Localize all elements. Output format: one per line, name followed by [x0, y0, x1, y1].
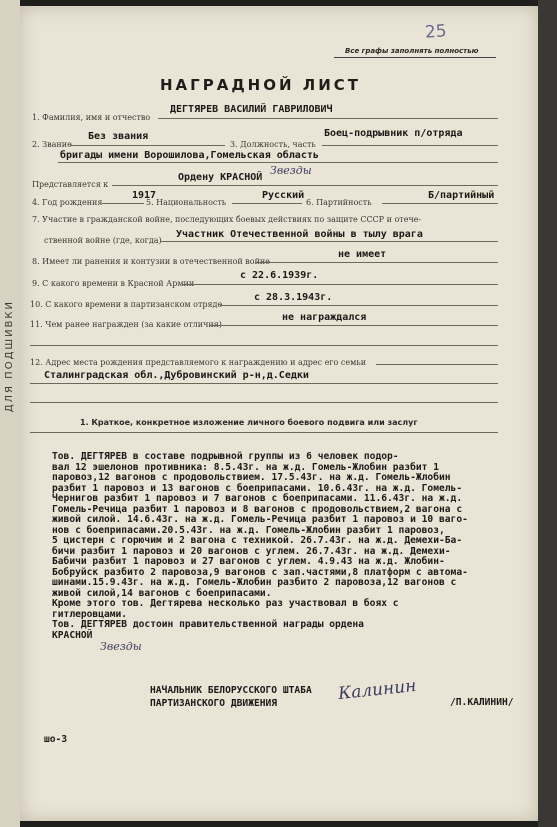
field-8-label: 8. Имеет ли ранения и контузии в отечественной войне: [32, 257, 270, 266]
field-7-label-cont: ственной войне (где, когда): [44, 236, 162, 245]
feat-handwriting: Звезды: [100, 640, 142, 653]
binding-strip: [0, 0, 20, 827]
feat-line: Тов. ДЕГТЯРЕВ в составе подрывной группы из 6 человек подор-: [52, 451, 399, 462]
feat-heading-rule: [30, 432, 498, 433]
field-4-label: 4. Год рождения: [32, 198, 103, 207]
signature-line-2: ПАРТИЗАНСКОГО ДВИЖЕНИЯ: [150, 698, 278, 709]
field-9-line: [182, 284, 498, 285]
field-12-line-c: [30, 402, 498, 403]
field-7-label: 7. Участие в гражданской войне, последующих боевых действиях по защите СССР и отече-: [32, 215, 422, 224]
field-6-label: 6. Партийность: [306, 198, 372, 207]
signature-block: [150, 684, 312, 710]
nominated-line: [112, 185, 498, 186]
feat-line: Кроме этого тов. Дегтярева несколько раз участвовал в боях с: [52, 598, 399, 609]
field-3-line: [322, 145, 498, 146]
feat-line: паровоз,12 вагонов с продовольствием. 17.5.43г. на ж.д. Гомель-Жлобин: [52, 472, 451, 483]
nominated-label: Представляется к: [32, 180, 109, 189]
feat-description: [52, 452, 530, 641]
field-7-value: Участник Отечественной войны в тылу врага: [176, 229, 423, 240]
field-9-label: 9. С какого времени в Красной Армии: [32, 279, 195, 288]
feat-line: живой силой. 14.6.43г. на ж.д. Гомель-Речица разбит 1 паровоз и 10 ваго-: [52, 514, 468, 525]
field-3-value-cont: бригады имени Ворошилова,Гомельская область: [60, 150, 319, 161]
field-5-value: Русский: [262, 190, 305, 201]
feat-line: Гомель-Речица разбит 1 паровоз и 8 вагонов с продовольствием,2 вагона с: [52, 503, 463, 515]
field-5-label: 5. Национальность: [146, 198, 227, 207]
feat-line: Тов. ДЕГТЯРЕВ достоин правительственной награды ордена: [52, 619, 364, 630]
field-12-label: 12. Адрес места рождения представляемого к награждению и адрес его семьи: [30, 358, 367, 367]
field-11-value: не награждался: [282, 312, 367, 323]
field-9-value: с 22.6.1939г.: [240, 270, 319, 281]
field-3-cont-line: [58, 162, 498, 163]
signatory-name: /П.КАЛИНИН/: [450, 697, 514, 708]
field-12-line-b: [30, 383, 498, 384]
field-3-label: 3. Должность, часть: [230, 140, 316, 149]
field-11-line: [210, 325, 498, 326]
feat-line: Бобруйск разбито 2 паровоза,9 вагонов с зап.частями,8 платформ с автома-: [52, 566, 468, 578]
field-4-line: [102, 203, 144, 204]
feat-line: бичи разбит 1 паровоз и 20 вагонов с углем. 26.7.43г. на ж.д. Демехи-: [52, 545, 451, 557]
binding-label: ДЛЯ ПОДШИВКИ: [4, 300, 15, 413]
nominated-value: Ордену КРАСНОЙ: [178, 172, 263, 183]
field-5-line: [232, 203, 302, 204]
nominated-handwriting: Звезды: [270, 164, 312, 177]
field-10-line: [220, 305, 498, 306]
form-code: шо-3: [44, 734, 68, 745]
field-2-label: 2. Звание: [32, 140, 72, 149]
feat-line: нов с боеприпасами.20.5.43г. на ж.д. Гомель-Жлобин разбит 1 паровоз,: [52, 524, 445, 536]
handwritten-signature: Калинин: [337, 675, 418, 705]
feat-heading: 1. Краткое, конкретное изложение личного боевого подвига или заслуг: [80, 418, 418, 427]
feat-line: гитлеровцами.: [52, 608, 128, 620]
fill-note-underline: [334, 57, 496, 58]
field-1-line: [158, 118, 498, 119]
feat-line: КРАСНОЙ: [52, 629, 93, 641]
field-1-label: 1. Фамилия, имя и отчество: [32, 113, 151, 122]
field-12-line-a: [376, 364, 498, 365]
field-8-line: [255, 262, 498, 263]
field-11-label: 11. Чем ранее награжден (за какие отличия): [30, 320, 222, 329]
field-10-value: с 28.3.1943г.: [254, 292, 333, 303]
signature-line-1: НАЧАЛЬНИК БЕЛОРУССКОГО ШТАБА: [150, 685, 312, 696]
feat-line: Бабичи разбит 1 паровоз и 27 вагонов с углем. 4.9.43 на ж.д. Жлобин-: [52, 556, 445, 567]
feat-line: шинами.15.9.43г. на ж.д. Гомель-Жлобин разбито 2 паровоза,12 вагонов с: [52, 577, 457, 588]
feat-line: разбит 1 паровоз и 13 вагонов с боеприпасами. 10.6.43г. на ж.д. Гомель-: [52, 482, 463, 494]
field-6-value: Б/партийный: [428, 190, 495, 201]
feat-line: живой силой,14 вагонов с боеприпасами.: [52, 587, 272, 599]
fill-note: Все графы заполнять полностью: [345, 47, 479, 55]
page-number: 25: [424, 21, 448, 43]
feat-line: Чернигов разбит 1 паровоз и 7 вагонов с боеприпасами. 11.6.43г. на ж.д.: [52, 493, 463, 504]
field-12-value: Сталинградская обл.,Дубровинский р-н,д.Седки: [44, 370, 309, 381]
feat-line: 5 цистерн с горючим и 2 вагона с техникой. 26.7.43г. на ж.д. Демехи-Ба-: [52, 535, 463, 546]
field-3-value: Боец-подрывник п/отряда: [324, 128, 463, 139]
right-edge: [538, 0, 557, 827]
field-2-value: Без звания: [88, 131, 149, 142]
feat-line: вал 12 эшелонов противника: 8.5.43г. на ж.д. Гомель-Жлобин разбит 1: [52, 461, 439, 473]
field-4-value: 1917: [132, 190, 157, 201]
field-8-value: не имеет: [338, 249, 387, 260]
field-7-line: [160, 241, 498, 242]
field-6-line: [382, 203, 498, 204]
field-1-value: ДЕГТЯРЕВ ВАСИЛИЙ ГАВРИЛОВИЧ: [170, 104, 333, 115]
field-2-line: [70, 145, 225, 146]
document-title: НАГРАДНОЙ ЛИСТ: [160, 76, 362, 94]
field-10-label: 10. С какого времени в партизанском отряде: [30, 300, 223, 309]
field-11-extra-line: [30, 345, 498, 346]
